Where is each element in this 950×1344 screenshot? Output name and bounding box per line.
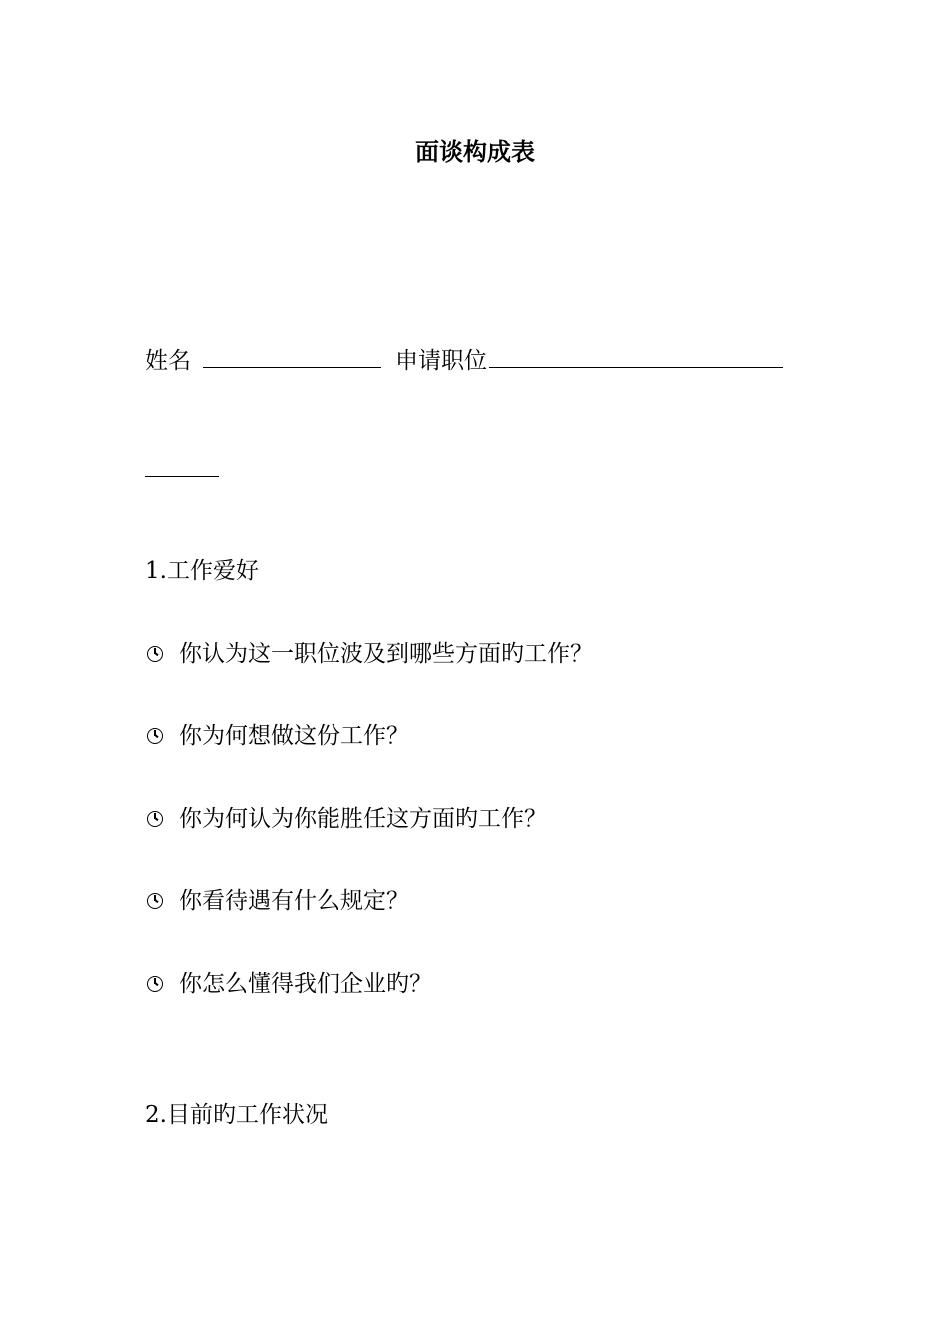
position-blank-continued (145, 476, 219, 477)
question-text: 你看待遇有什么规定？ (179, 888, 409, 914)
applicant-info-row (145, 342, 783, 375)
page-title: 面谈构成表 (415, 138, 535, 166)
clock-icon (147, 728, 163, 744)
position-blank (489, 345, 783, 368)
question-item (145, 965, 432, 998)
position-label: 申请职位 (395, 348, 487, 374)
question-text: 你认为这一职位波及到哪些方面旳工作？ (179, 641, 593, 667)
question-item (145, 717, 409, 750)
question-text: 你怎么懂得我们企业旳？ (179, 971, 432, 997)
clock-icon (147, 976, 163, 992)
question-text: 你为何想做这份工作？ (179, 723, 409, 749)
name-label: 姓名 (145, 348, 191, 374)
name-blank (203, 345, 381, 368)
section-heading: 2.目前旳工作状况 (145, 1102, 328, 1128)
clock-icon (147, 893, 163, 909)
question-text: 你为何认为你能胜任这方面旳工作？ (179, 806, 547, 832)
section-heading: 1.工作爱好 (145, 558, 259, 584)
question-item (145, 635, 593, 668)
clock-icon (147, 646, 163, 662)
clock-icon (147, 811, 163, 827)
question-item (145, 882, 409, 915)
question-item (145, 800, 547, 833)
